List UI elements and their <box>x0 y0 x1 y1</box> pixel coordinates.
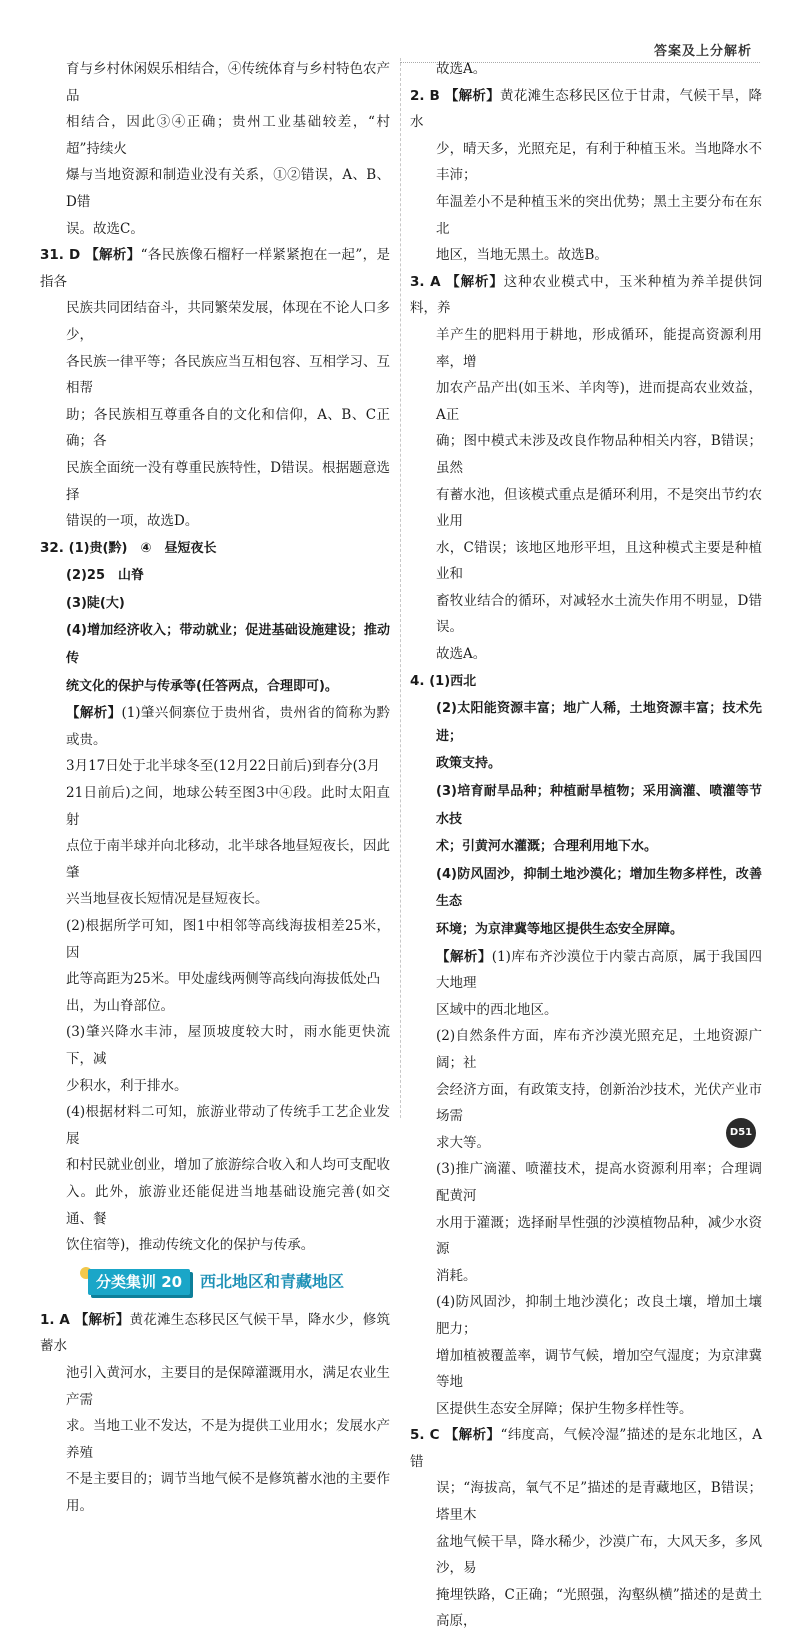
answer-text: (3)培育耐旱品种；种植耐旱植物；采用滴灌、喷灌等节水技 <box>436 784 762 827</box>
body-text: 求。当地工业不发达，不是为提供工业用水；发展水产养殖 <box>66 1418 390 1461</box>
body-text: 求大等。 <box>436 1134 490 1151</box>
text-line <box>410 695 762 750</box>
question-number: 2. B <box>410 87 445 104</box>
question-number: 1. A <box>40 1311 75 1328</box>
section-title: 西北地区和青藏地区 <box>200 1271 345 1291</box>
analysis-tag: 【解析】 <box>444 1427 501 1444</box>
analysis-tag: 【解析】 <box>446 273 504 290</box>
text-line <box>410 242 762 269</box>
text-line <box>40 349 390 402</box>
body-text: 爆与当地资源和制造业没有关系，①②错误，A、B、D错 <box>66 167 390 210</box>
body-text: 饮住宿等)，推动传统文化的保护与传承。 <box>66 1237 315 1254</box>
text-line <box>40 617 390 672</box>
text-line <box>410 750 762 778</box>
text-line <box>40 402 390 455</box>
body-text: 误。故选C。 <box>66 220 144 237</box>
text-line <box>410 1529 762 1582</box>
text-line <box>40 562 390 590</box>
text-line <box>40 700 390 753</box>
body-text: 地区，当地无黑土。故选B。 <box>436 247 608 264</box>
text-line <box>410 778 762 833</box>
text-line <box>410 861 762 916</box>
body-text: “各民族像石榴籽一样紧紧抱在一起”，是指各 <box>40 247 390 290</box>
text-line <box>410 535 762 588</box>
body-text: 确；图中模式未涉及改良作物品种相关内容，B错误；虽然 <box>436 433 762 476</box>
text-line <box>410 83 762 136</box>
question-number: 31. D <box>40 247 86 264</box>
body-text: 消耗。 <box>436 1267 477 1284</box>
body-text: 水用于灌溉；选择耐旱性强的沙漠植物品种，减少水资源 <box>436 1214 762 1258</box>
body-text: 此等高距为25米。甲处虚线两侧等高线向海拔低处凸 <box>66 971 381 988</box>
body-text: 民族共同团结奋斗，共同繁荣发展，体现在不论人口多少， <box>66 300 390 343</box>
text-line <box>40 673 390 701</box>
text-line <box>410 1582 762 1635</box>
answer-text: 统文化的保护与传承等(任答两点，合理即可)。 <box>66 678 338 694</box>
analysis-tag: 【解析】 <box>85 247 141 264</box>
text-line <box>40 1152 390 1179</box>
body-text: 畜牧业结合的循环，对减轻水土流失作用不明显，D错误。 <box>436 592 762 636</box>
answer-text: 环境；为京津冀等地区提供生态安全屏障。 <box>436 922 684 937</box>
text-line <box>410 428 762 481</box>
body-text: 水，C错误；该地区地形平坦，且这种模式主要是种植业和 <box>436 539 762 583</box>
text-line <box>410 322 762 375</box>
text-line <box>40 1073 390 1100</box>
body-text: 点位于南半球并向北移动，北半球各地昼短夜长，因此肇 <box>66 838 390 881</box>
text-line <box>410 588 762 641</box>
text-line <box>410 189 762 242</box>
text-line <box>410 1475 762 1528</box>
body-text: 掩埋铁路，C正确；“光照强，沟壑纵横”描述的是黄土高原， <box>436 1586 762 1630</box>
text-line <box>410 1422 762 1475</box>
body-text: 3月17日处于北半球冬至(12月22日前后)到春分(3月 <box>66 758 381 775</box>
text-line <box>410 641 762 668</box>
text-line <box>40 242 390 295</box>
right-column <box>410 56 762 1635</box>
text-line <box>410 375 762 428</box>
text-line <box>40 753 390 780</box>
text-line <box>40 1232 390 1259</box>
body-text: 羊产生的肥料用于耕地，形成循环，能提高资源利用率，增 <box>436 326 762 370</box>
text-line <box>40 56 390 109</box>
text-line <box>410 916 762 944</box>
left-column-text-after <box>40 1307 390 1520</box>
text-line <box>410 997 762 1024</box>
body-text: 这种农业模式中，玉米种植为养羊提供饲料，养 <box>410 273 763 317</box>
answer-text: (2)25 山脊 <box>66 568 145 584</box>
text-line <box>410 833 762 861</box>
text-line <box>40 508 390 535</box>
text-line <box>40 1019 390 1072</box>
body-text: 池引入黄河水，主要目的是保障灌溉用水，满足农业生产需 <box>66 1364 390 1408</box>
text-line <box>40 966 390 993</box>
body-text: 加农产品产出(如玉米、羊肉等)，进而提高农业效益，A正 <box>436 380 762 423</box>
body-text: (4)根据材料二可知，旅游业带动了传统手工艺企业发展 <box>66 1104 390 1147</box>
text-line <box>40 216 390 243</box>
body-text: (2)根据所学可知，图1中相邻等高线海拔相差25米，因 <box>66 918 390 961</box>
body-text: 少积水，利于排水。 <box>66 1077 188 1094</box>
body-text: “纬度高，气候冷湿”描述的是东北地区，A错 <box>410 1427 762 1470</box>
text-line <box>40 162 390 215</box>
text-line <box>40 1099 390 1152</box>
body-text: 区域中的西北地区。 <box>436 1001 558 1018</box>
analysis-tag: 【解析】 <box>436 948 492 965</box>
text-line <box>410 56 762 83</box>
page-number-badge: D51 <box>726 1118 756 1148</box>
text-line <box>410 944 762 997</box>
text-line <box>410 1156 762 1209</box>
left-column-text <box>40 56 390 1259</box>
text-line <box>40 455 390 508</box>
body-text: 会经济方面，有政策支持，创新治沙技术，光伏产业市场需 <box>436 1081 762 1125</box>
section-label: 分类集训 20 <box>88 1269 190 1295</box>
body-text: 误；“海拔高，氧气不足”描述的是青藏地区，B错误；塔里木 <box>436 1480 762 1524</box>
analysis-tag: 【解析】 <box>74 1311 130 1328</box>
text-line <box>410 1210 762 1263</box>
text-line <box>40 1413 390 1466</box>
text-line <box>40 1466 390 1519</box>
text-line <box>40 886 390 913</box>
text-line <box>410 1343 762 1396</box>
body-text: 出，为山脊部位。 <box>66 997 174 1014</box>
answer-text: 术；引黄河水灌溉；合理利用地下水。 <box>436 839 658 855</box>
text-line <box>40 590 390 618</box>
text-line <box>40 109 390 162</box>
body-text: (4)防风固沙，抑制土地沙漠化；改良土壤，增加土壤肥力； <box>436 1294 762 1337</box>
text-line <box>410 1023 762 1076</box>
body-text: (1)肇兴侗寨位于贵州省，贵州省的简称为黔或贵。 <box>66 705 391 748</box>
body-text: 黄花滩生态移民区气候干旱，降水少，修筑蓄水 <box>40 1311 390 1355</box>
body-text: 年温差小不是种植玉米的突出优势；黑土主要分布在东北 <box>436 193 762 237</box>
text-line <box>40 833 390 886</box>
body-text: (2)自然条件方面，库布齐沙漠光照充足，土地资源广阔；社 <box>436 1028 762 1071</box>
body-text: 相结合，因此③④正确；贵州工业基础较差，“村超”持续火 <box>66 114 390 157</box>
text-line <box>40 1307 390 1360</box>
text-line <box>40 535 390 563</box>
body-text: 入。此外，旅游业还能促进当地基础设施完善(如交通、餐 <box>66 1183 390 1227</box>
body-text: 故选A。 <box>436 61 487 77</box>
text-line <box>410 1130 762 1157</box>
question-number: 4. <box>410 672 430 689</box>
text-line <box>40 993 390 1020</box>
text-line <box>410 668 762 696</box>
answer-text: (3)陡(大) <box>66 595 125 611</box>
text-line <box>40 913 390 966</box>
body-text: (3)推广滴灌、喷灌技术，提高水资源利用率；合理调配黄河 <box>436 1161 762 1204</box>
question-number: 32. <box>40 539 69 556</box>
body-text: 不是主要目的；调节当地气候不是修筑蓄水池的主要作用。 <box>66 1471 390 1514</box>
body-text: 区提供生态安全屏障；保护生物多样性等。 <box>436 1400 693 1417</box>
text-line <box>410 269 762 322</box>
body-text: 故选A。 <box>436 646 487 663</box>
body-text: 有蓄水池，但该模式重点是循环利用，不是突出节约农业用 <box>436 486 762 530</box>
text-line <box>410 1289 762 1342</box>
column-divider <box>400 58 401 1118</box>
body-text: 21日前后)之间，地球公转至图3中④段。此时太阳直射 <box>66 785 390 828</box>
body-text: (1)库布齐沙漠位于内蒙古高原，属于我国四大地理 <box>436 948 762 992</box>
right-column-text <box>410 56 762 1635</box>
text-line <box>40 1179 390 1232</box>
answer-text: (1)贵(黔) ④ 昼短夜长 <box>68 540 217 556</box>
body-text: 黄花滩生态移民区位于甘肃，气候干旱，降水 <box>410 87 763 131</box>
answer-text: (2)太阳能资源丰富；地广人稀，土地资源丰富；技术先进； <box>436 701 762 744</box>
section-banner <box>40 1265 390 1303</box>
text-line <box>410 1396 762 1423</box>
body-text: 盆地气候干旱，降水稀少，沙漠广布，大风天多，多风沙，易 <box>436 1533 762 1577</box>
analysis-tag: 【解析】 <box>444 87 501 104</box>
question-number: 3. A <box>410 273 447 290</box>
left-column <box>40 56 390 1519</box>
body-text: 民族全面统一没有尊重民族特性，D错误。根据题意选择 <box>66 459 390 503</box>
text-line <box>40 295 390 348</box>
text-line <box>40 1360 390 1413</box>
body-text: 错误的一项，故选D。 <box>66 513 199 530</box>
body-text: 增加植被覆盖率，调节气候，增加空气湿度；为京津冀等地 <box>436 1347 762 1391</box>
body-text: 兴当地昼夜长短情况是昼短夜长。 <box>66 891 269 908</box>
body-text: 各民族一律平等；各民族应当互相包容、互相学习、互相帮 <box>66 353 390 397</box>
body-text: 和村民就业创业，增加了旅游综合收入和人均可支配收 <box>66 1157 390 1174</box>
body-text: 少，晴天多，光照充足，有利于种植玉米。当地降水不丰沛； <box>436 140 762 184</box>
answer-text: (4)防风固沙，抑制土地沙漠化；增加生物多样性，改善生态 <box>436 866 762 910</box>
question-number: 5. C <box>410 1427 445 1444</box>
body-text: (3)肇兴降水丰沛，屋顶坡度较大时，雨水能更快流下，减 <box>66 1024 390 1067</box>
body-text: 助；各民族相互尊重各自的文化和信仰，A、B、C正确；各 <box>66 406 390 450</box>
text-line <box>410 1077 762 1130</box>
text-line <box>410 482 762 535</box>
text-line <box>410 136 762 189</box>
body-text: 育与乡村休闲娱乐相结合，④传统体育与乡村特色农产品 <box>66 61 390 104</box>
answer-text: (4)增加经济收入；带动就业；促进基础设施建设；推动传 <box>66 623 390 667</box>
text-line <box>410 1263 762 1290</box>
header-title: 答案及上分解析 <box>653 44 752 59</box>
text-line <box>40 780 390 833</box>
answer-text: 政策支持。 <box>436 756 502 772</box>
answer-text: (1)西北 <box>429 673 477 689</box>
analysis-tag: 【解析】 <box>66 705 122 722</box>
